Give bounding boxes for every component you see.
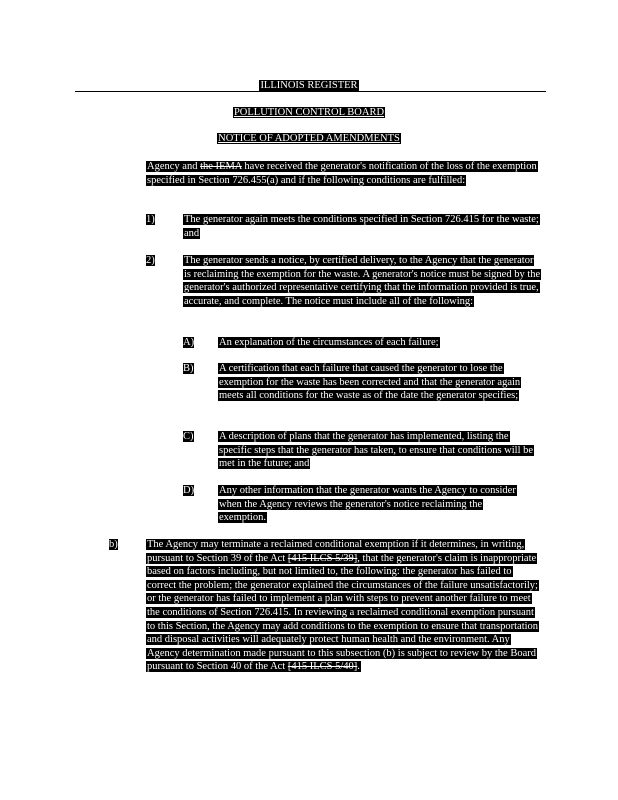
subitem-c-label (183, 430, 194, 443)
notice-title (0, 132, 618, 145)
notice-title-text: NOTICE OF ADOPTED AMENDMENTS (218, 133, 400, 144)
subitem-d-text-span: Any other information that the generator wants the Agency to consider when the Agency reviews the generator's notice reclaiming the exemption. (219, 485, 516, 524)
subitem-d-label-text: D) (183, 485, 195, 496)
subitem-d-text (218, 484, 518, 525)
item-2-text-span: The generator sends a notice, by certified delivery, to the Agency that the generator is reclaiming the exemption for the waste. A generator's notice must be signed by the generator's authorized representative certifying that the information provided is true, accurate, and complete. The notice must include all of the following: (184, 255, 541, 307)
subitem-a-label (183, 336, 194, 349)
subitem-c-label-text: C) (183, 431, 194, 442)
subitem-b-label-text: B) (183, 363, 194, 374)
board-title-text: POLLUTION CONTROL BOARD (233, 107, 385, 118)
subitem-a-text-span: An explanation of the circumstances of each failure; (219, 337, 439, 348)
section-b-label-text: b) (109, 539, 118, 550)
subitem-d-label (183, 484, 194, 497)
intro-text-a: Agency and (147, 161, 201, 172)
item-2-label (146, 254, 155, 267)
intro-paragraph (146, 160, 546, 187)
item-1-label (146, 213, 155, 226)
register-title (0, 79, 618, 92)
subitem-b-label (183, 362, 194, 375)
item-1-text (183, 213, 543, 240)
subitem-c-text-span: A description of plans that the generator has implemented, listing the specific steps that the generator has taken, to ensure that conditions will be met in the future; and (219, 431, 534, 470)
board-title (0, 106, 618, 119)
section-b-text-3: . (357, 661, 360, 673)
subitem-b-text-span: A certification that each failure that caused the generator to lose the exemption for the waste has been corrected and that the generator again meets all conditions for the waste as of the date the generator specifies; (219, 363, 521, 402)
section-b-strike-1: [415 ILCS 5/39] (287, 552, 358, 564)
intro-strike: the IEMA (200, 161, 242, 172)
section-b-text-1: The Agency may terminate a reclaimed conditional exemption if it determines, in writing, pursuant to Section 39 of the Act (147, 539, 525, 564)
item-2-text (183, 254, 543, 308)
subitem-c-text (218, 430, 538, 471)
subitem-b-text (218, 362, 543, 403)
subitem-a-label-text: A) (183, 337, 195, 348)
register-title-text: ILLINOIS REGISTER (260, 80, 358, 91)
item-2-label-text: 2) (146, 255, 155, 266)
item-1-text-span: The generator again meets the conditions specified in Section 726.415 for the waste; and (184, 214, 539, 239)
subitem-a-text (218, 336, 543, 350)
section-b-text-2: , that the generator's claim is inappropriate based on factors including, but not limited to, the following: the generator has failed to correct the problem; the generator explained the circumstances of the failure unsatisfactorily; or the generator has failed to implement a plan with steps to prevent another failure to meet the conditions of Section 726.415. In reviewing a reclaimed conditional exemption pursuant to this Section, the Agency may add conditions to the exemption to ensure that transportation and disposal activities will adequately protect human health and the environment. Any Agency determination made pursuant to this subsection (b) is subject to review by the Board pursuant to Section 40 of the Act (147, 552, 539, 673)
section-b-strike-2: [415 ILCS 5/40] (287, 661, 358, 673)
section-b-label (109, 538, 118, 551)
section-b-paragraph (146, 538, 543, 674)
intro-text-b: have received the generator's notification of the loss of the exemption specified in Section 726.455(a) and if the following conditions are fulfilled: (147, 161, 537, 186)
item-1-label-text: 1) (146, 214, 155, 225)
